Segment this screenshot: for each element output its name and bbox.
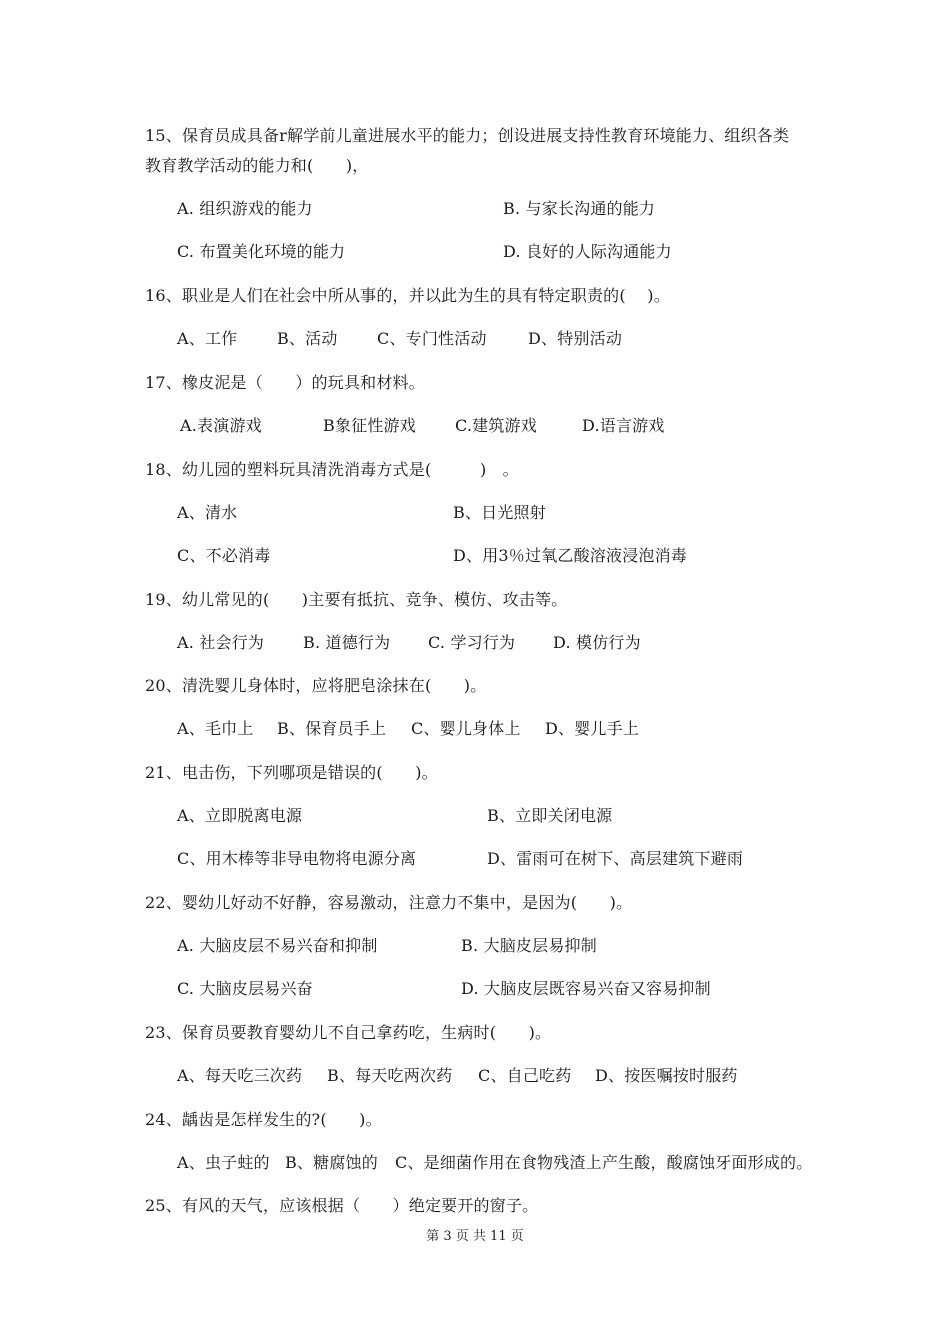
- question-23-option-c: C、自己吃药: [478, 1066, 572, 1085]
- question-15-option-b: B. 与家长沟通的能力: [503, 199, 656, 218]
- question-20-option-b: B、保育员手上: [277, 719, 387, 738]
- question-16-option-a: A、工作: [177, 329, 238, 348]
- question-19-option-c: C. 学习行为: [428, 633, 516, 652]
- question-17-option-b: B象征性游戏: [323, 416, 416, 435]
- question-19-option-d: D. 模仿行为: [553, 633, 641, 652]
- question-23-option-d: D、按医嘱按时服药: [595, 1066, 738, 1085]
- question-16-option-c: C、专门性活动: [377, 329, 487, 348]
- question-18-option-c: C、不必消毒: [177, 546, 271, 565]
- question-15-option-c: C. 布置美化环境的能力: [177, 242, 346, 261]
- question-19-line-1: 19、幼儿常见的( )主要有抵抗、竞争、模仿、攻击等。: [145, 590, 568, 609]
- question-20-option-a: A、毛巾上: [177, 719, 254, 738]
- question-24-option-a: A、虫子蛀的: [177, 1153, 270, 1172]
- question-15-option-d: D. 良好的人际沟通能力: [503, 242, 672, 261]
- question-17-line-1: 17、橡皮泥是（ ）的玩具和材料。: [145, 373, 425, 392]
- question-25-line-1: 25、有风的天气，应该根据（ ）绝定要开的窗子。: [145, 1196, 539, 1215]
- question-18-line-1: 18、幼儿园的塑料玩具清洗消毒方式是( ) 。: [145, 460, 519, 479]
- question-16-line-1: 16、职业是人们在社会中所从事的，并以此为生的具有特定职责的( )。: [145, 286, 670, 305]
- question-22-option-a: A. 大脑皮层不易兴奋和抑制: [177, 936, 378, 955]
- question-22-option-c: C. 大脑皮层易兴奋: [177, 979, 313, 998]
- question-20-option-c: C、婴儿身体上: [411, 719, 521, 738]
- question-24-option-c: C、是细菌作用在食物残渣上产生酸，酸腐蚀牙面形成的。: [395, 1153, 813, 1172]
- question-20-line-1: 20、清洗婴儿身体时，应将肥皂涂抹在( )。: [145, 676, 487, 695]
- question-21-option-c: C、用木棒等非导电物将电源分离: [177, 849, 417, 868]
- question-16-option-b: B、活动: [277, 329, 338, 348]
- question-21-option-d: D、雷雨可在树下、高层建筑下避雨: [487, 849, 744, 868]
- question-19-option-b: B. 道德行为: [303, 633, 391, 652]
- question-18-option-b: B、日光照射: [453, 503, 546, 522]
- question-24-line-1: 24、龋齿是怎样发生的?( )。: [145, 1110, 382, 1129]
- question-21-option-a: A、立即脱离电源: [177, 806, 303, 825]
- question-23-line-1: 23、保育员要教育婴幼儿不自己拿药吃，生病时( )。: [145, 1023, 552, 1042]
- question-21-line-1: 21、电击伤，下列哪项是错误的( )。: [145, 763, 438, 782]
- question-23-option-b: B、每天吃两次药: [327, 1066, 453, 1085]
- page-number-footer: 第 3 页 共 11 页: [426, 1229, 524, 1244]
- question-20-option-d: D、婴儿手上: [545, 719, 640, 738]
- question-15-option-a: A. 组织游戏的能力: [177, 199, 313, 218]
- question-22-option-b: B. 大脑皮层易抑制: [461, 936, 597, 955]
- question-17-option-c: C.建筑游戏: [455, 416, 537, 435]
- question-18-option-d: D、用3％过氧乙酸溶液浸泡消毒: [453, 546, 688, 565]
- question-16-option-d: D、特别活动: [528, 329, 623, 348]
- question-22-line-1: 22、婴幼儿好动不好静，容易激动，注意力不集中，是因为( )。: [145, 893, 633, 912]
- question-15-line-1: 15、保育员成具备r解学前儿童进展水平的能力；创设进展支持性教育环境能力、组织各类: [145, 126, 790, 145]
- question-15-line-2: 教育教学活动的能力和( )，: [145, 156, 369, 175]
- question-18-option-a: A、清水: [177, 503, 238, 522]
- question-23-option-a: A、每天吃三次药: [177, 1066, 303, 1085]
- question-22-option-d: D. 大脑皮层既容易兴奋又容易抑制: [461, 979, 711, 998]
- question-17-option-d: D.语言游戏: [582, 416, 665, 435]
- question-24-option-b: B、糖腐蚀的: [285, 1153, 378, 1172]
- question-17-option-a: A.表演游戏: [180, 416, 262, 435]
- question-21-option-b: B、立即关闭电源: [487, 806, 613, 825]
- question-19-option-a: A. 社会行为: [177, 633, 265, 652]
